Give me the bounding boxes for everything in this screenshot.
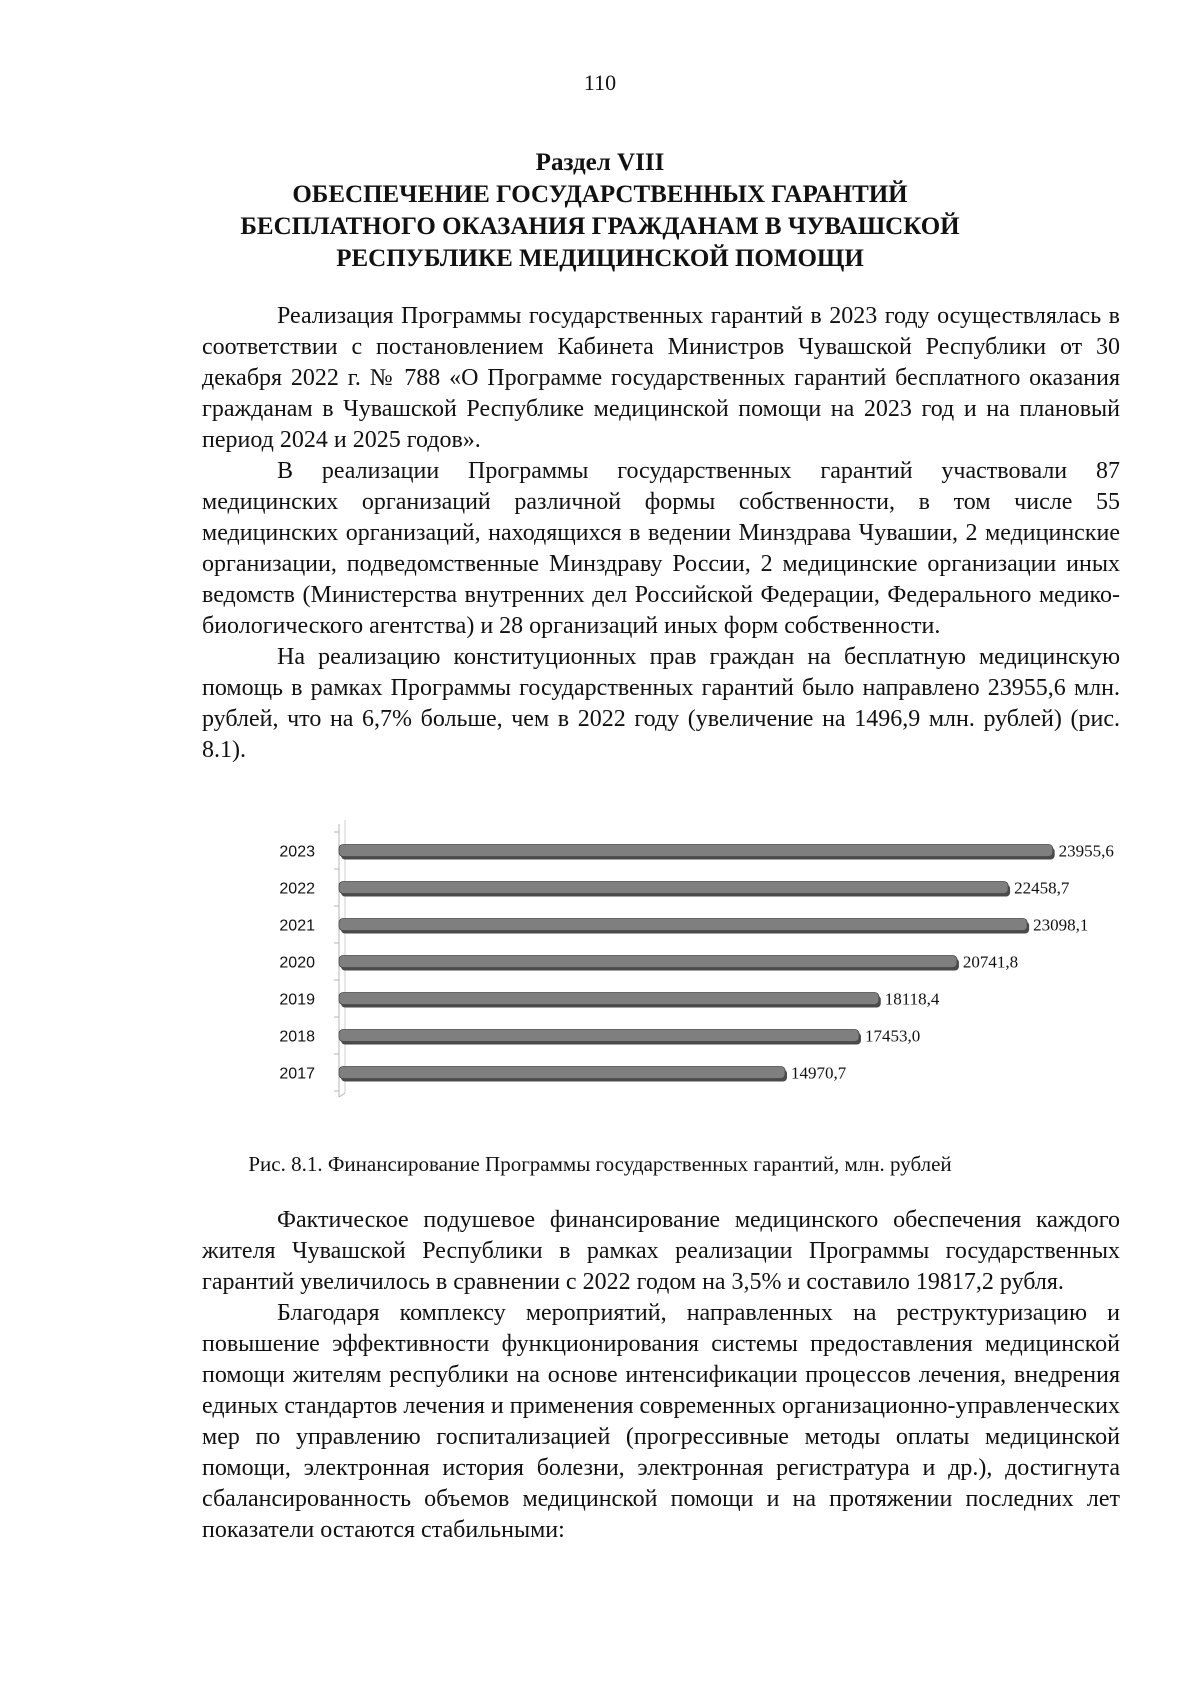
data-label: 23098,1 [1033,915,1089,935]
section-title-line-1: ОБЕСПЕЧЕНИЕ ГОСУДАРСТВЕННЫХ ГАРАНТИЙ [292,181,908,208]
figure-caption: Рис. 8.1. Финансирование Программы государственных гарантий, млн. рублей [248,1152,952,1176]
paragraph: В реализации Программы государственных гарантий участвовали 87 медицинских организаций различной формы собственности, в том числе 55 медицинских организаций, находящихся в ведении Минздрава Чувашии, 2 медицинские организации, подведомственные Минздраву России, 2 медицинские организации иных ведомств (Министерства внутренних дел Российской Федерации, Федерального медико-биологического агентства) и 28 организаций иных форм собственности. [202,458,1120,639]
data-label: 22458,7 [1014,878,1070,898]
section-heading [150,147,1050,275]
section-title-line-2: БЕСПЛАТНОГО ОКАЗАНИЯ ГРАЖДАНАМ В ЧУВАШСКОЙ [240,213,960,240]
data-label: 23955,6 [1058,841,1114,861]
paragraph: Благодаря комплексу мероприятий, направленных на реструктуризацию и повышение эффективности функционирования системы предоставления медицинской помощи жителям республики на основе интенсификации процессов лечения, внедрения единых стандартов лечения и применения современных организационно-управленческих мер по управлению госпитализацией (прогрессивные методы оплаты медицинской помощи, электронная история болезни, электронная регистратура и др.), достигнута сбалансированность объемов медицинской помощи и на протяжении последних лет показатели остаются стабильными: [202,1300,1120,1543]
funding-bar-chart [255,818,1155,1118]
bar [339,882,1008,894]
paragraph: Фактическое подушевое финансирование медицинского обеспечения каждого жителя Чувашской Республики в рамках реализации Программы государственных гарантий увеличилось в сравнении с 2022 годом на 3,5% и составило 19817,2 рубля. [202,1207,1120,1295]
category-label: 2017 [279,1065,315,1083]
paragraph: Реализация Программы государственных гарантий в 2023 году осуществлялась в соответствии с постановлением Кабинета Министров Чувашской Республики от 30 декабря 2022 г. № 788 «О Программе государственных гарантий бесплатного оказания гражданам в Чувашской Республике медицинской помощи на 2023 год и на плановый период 2024 и 2025 годов». [202,303,1120,453]
bar [339,1067,785,1079]
bar [339,919,1027,931]
category-label: 2018 [279,1028,315,1046]
category-label: 2020 [279,954,315,972]
axis-floor-line [339,1093,345,1097]
data-label: 20741,8 [962,952,1019,972]
paragraph: На реализацию конституционных прав граждан на бесплатную медицинскую помощь в рамках Программы государственных гарантий было направлено 23955,6 млн. рублей, что на 6,7% больше, чем в 2022 году (увеличение на 1496,9 млн. рублей) (рис. 8.1). [202,644,1120,763]
bar [339,956,957,968]
body-text-bottom [202,1205,1120,1546]
bar [339,845,1053,857]
bar [339,993,879,1005]
section-label: Раздел VIII [535,149,665,176]
data-label: 18118,4 [884,989,940,1009]
category-label: 2022 [279,880,315,898]
body-text-top [202,301,1120,766]
data-label: 14970,7 [791,1063,847,1083]
category-label: 2019 [279,991,315,1009]
page-number: 110 [583,70,617,95]
section-title-line-3: РЕСПУБЛИКЕ МЕДИЦИНСКОЙ ПОМОЩИ [336,245,864,272]
category-label: 2021 [279,917,315,935]
bar [339,1030,859,1042]
chart-svg [255,818,1155,1118]
data-label: 17453,0 [864,1026,921,1046]
category-label: 2023 [279,843,315,861]
